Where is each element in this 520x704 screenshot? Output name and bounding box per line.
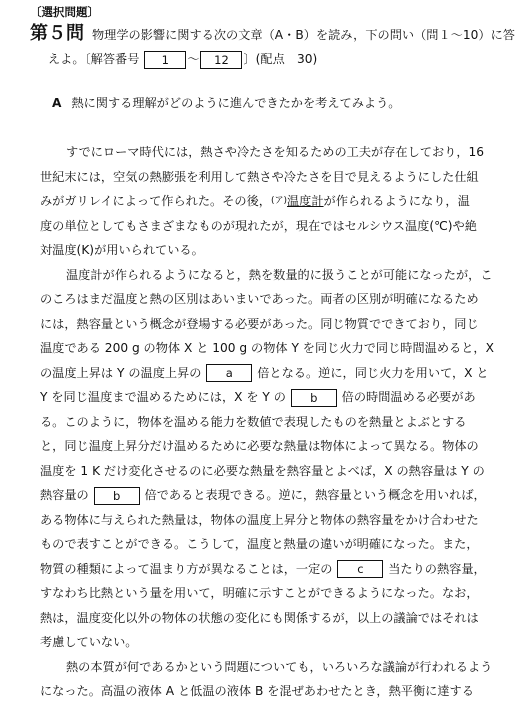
passage-text: 当たりの熱容量， xyxy=(388,561,486,576)
question-header xyxy=(30,22,515,71)
passage-line: 温度を 1 K だけ変化させるのに必要な熱量を熱容量とよべば，X の熱容量は Y の xyxy=(40,463,485,478)
underline-marker: (ア) xyxy=(270,196,287,206)
answer-number-from-box: 1 xyxy=(144,51,186,69)
passage-text: が作られるようになり，温 xyxy=(323,194,470,208)
passage-line: と，同じ温度上昇分だけ温めるために必要な熱量は物体によって異なる。物体の xyxy=(40,439,479,453)
passage-line: 度の単位としてもさまざまなものが現れたが，現在ではセルシウス温度(℃)や絶 xyxy=(40,218,477,233)
passage-line: になった。高温の液体 A と低温の液体 B を混ぜあわせたとき，熱平衡に達する xyxy=(40,684,474,698)
section-a-heading xyxy=(52,94,401,111)
passage-line: 対温度(K)が用いられている。 xyxy=(40,243,204,257)
blank-box-b: b xyxy=(291,389,337,407)
passage-line xyxy=(40,385,502,410)
passage-body xyxy=(40,140,502,704)
passage-line: 温度である 200 g の物体 X と 100 g の物体 Y を同じ火力で同じ時間温めると，X xyxy=(40,341,494,355)
passage-text: 倍の時間温める必要があ xyxy=(341,390,476,404)
passage-line: のころはまだ温度と熱の区別はあいまいであった。両者の区別が明確になるため xyxy=(40,292,479,306)
underlined-term-thermometer: 温度計 xyxy=(286,194,324,208)
passage-line: もので表すことができる。こうして，温度と熱量の違いが明確になった。また， xyxy=(40,537,479,551)
passage-text: 物質の種類によって温まり方が異なることは，一定の xyxy=(40,561,333,576)
passage-text: の温度上昇は Y の温度上昇の xyxy=(40,365,202,380)
passage-line: には，熱容量という概念が登場する必要があった。同じ物質でできており，同じ xyxy=(40,316,479,331)
points-text: 〕(配点 30) xyxy=(243,52,318,66)
blank-box-a: a xyxy=(206,364,252,382)
passage-text: 熱容量の xyxy=(40,488,89,502)
passage-line: 考慮していない。 xyxy=(40,635,138,649)
passage-text: みがガリレイによって作られた。その後， xyxy=(40,194,271,208)
passage-line xyxy=(40,557,502,582)
passage-line xyxy=(40,189,502,214)
blank-box-c: c xyxy=(337,560,383,578)
blank-box-b-second: b xyxy=(94,487,140,505)
passage-line: 熱の本質が何であるかという問題についても，いろいろな議論が行われるよう xyxy=(66,659,493,674)
passage-line xyxy=(40,483,502,508)
passage-line: すなわち比熱という量を用いて，明確に示すことができるようになった。なお， xyxy=(40,586,479,600)
question-number: 第５問 xyxy=(30,23,84,44)
passage-line xyxy=(40,361,502,386)
passage-text: 倍となる。逆に，同じ火力を用いて，X と xyxy=(257,365,489,380)
question-instruction: 物理学の影響に関する次の文章（A・B）を読み，下の問い（問１～10）に答 xyxy=(92,28,515,42)
passage-line: 熱は，温度変化以外の物体の状態の変化にも関係するが，以上の議論ではそれは xyxy=(40,610,479,625)
passage-text: 倍であると表現できる。逆に，熱容量という概念を用いれば， xyxy=(144,488,486,502)
passage-line: ある物体に与えられた熱量は，物体の温度上昇分と物体の熱容量をかけ合わせた xyxy=(40,512,479,527)
question-line-2 xyxy=(30,47,510,71)
passage-line: 世紀末には，空気の熱膨張を利用して熱さや冷たさを目で見えるようにした仕組 xyxy=(40,169,479,184)
answer-number-to-box: 12 xyxy=(200,51,242,69)
passage-line: すでにローマ時代には，熱さや冷たさを知るための工夫が存在しており，16 xyxy=(66,145,485,159)
answer-range-tilde: ～ xyxy=(187,52,200,66)
section-a-label: A xyxy=(52,96,62,110)
section-a-text: 熱に関する理解がどのように進んできたかを考えてみよう。 xyxy=(71,96,401,110)
passage-text: Y を同じ温度まで温めるためには，X を Y の xyxy=(40,390,286,404)
passage-line: る。このように，物体を温める能力を数値で表現したものを熱量とよぶとする xyxy=(40,414,467,429)
answer-range-prefix: えよ。〔解答番号 xyxy=(48,52,140,66)
passage-line: 温度計が作られるようになると，熱を数量的に扱うことが可能になったが，こ xyxy=(66,267,493,282)
question-line-1 xyxy=(30,22,515,47)
section-tag: 〔選択問題〕 xyxy=(30,5,99,19)
